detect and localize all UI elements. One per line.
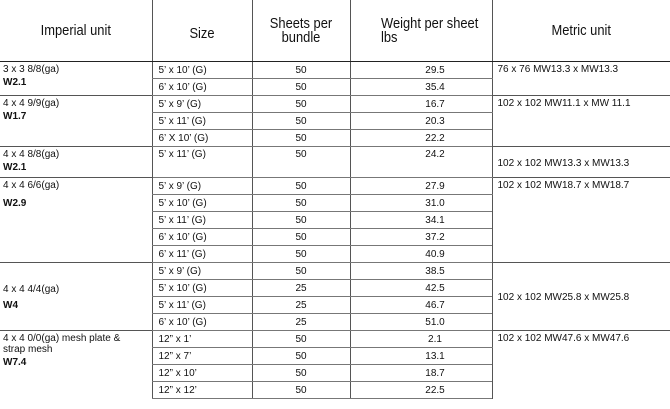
table-row [0, 178, 670, 195]
sheets-cell: 50 [252, 195, 350, 212]
weight-cell: 13.1 [350, 348, 492, 365]
sheets-cell: 50 [252, 178, 350, 195]
table-body [0, 62, 670, 399]
size-cell: 12” x 7’ [152, 348, 252, 365]
sheets-cell: 50 [252, 263, 350, 280]
weight-cell: 24.2 [350, 147, 492, 178]
imperial-unit-cell: 4 x 4 4/4(ga) W4 [0, 263, 152, 331]
metric-unit-cell: 76 x 76 MW13.3 x MW13.3 [492, 62, 670, 96]
sheets-cell: 50 [252, 348, 350, 365]
size-cell: 6’ x 10’ (G) [152, 229, 252, 246]
weight-cell: 29.5 [350, 62, 492, 79]
sheets-cell: 50 [252, 79, 350, 96]
metric-unit-cell: 102 x 102 MW11.1 x MW 11.1 [492, 96, 670, 147]
metric-unit-cell: 102 x 102 MW47.6 x MW47.6 [492, 331, 670, 399]
sheets-cell: 50 [252, 96, 350, 113]
table-row [0, 147, 670, 178]
imperial-unit-cell: 4 x 4 8/8(ga) W2.1 [0, 147, 152, 178]
header-imperial-unit: Imperial unit [11, 0, 142, 62]
weight-cell: 35.4 [350, 79, 492, 96]
sheets-cell: 50 [252, 212, 350, 229]
sheets-cell: 50 [252, 331, 350, 348]
size-cell: 6’ X 10’ (G) [152, 130, 252, 147]
header-row [0, 0, 670, 62]
table-row [0, 62, 670, 79]
weight-cell: 42.5 [350, 280, 492, 297]
table-row [0, 96, 670, 113]
size-cell: 5’ x 11’ (G) [152, 297, 252, 314]
sheets-cell: 50 [252, 382, 350, 399]
table-row [0, 263, 670, 280]
size-cell: 5’ x 10’ (G) [152, 280, 252, 297]
sheets-cell: 50 [252, 365, 350, 382]
header-metric-unit: Metric unit [504, 0, 657, 62]
size-cell: 5’ x 10’ (G) [152, 195, 252, 212]
size-cell: 5’ x 11’ (G) [152, 212, 252, 229]
size-cell: 12” x 10’ [152, 365, 252, 382]
weight-cell: 27.9 [350, 178, 492, 195]
weight-cell: 22.2 [350, 130, 492, 147]
weight-cell: 2.1 [350, 331, 492, 348]
weight-cell: 46.7 [350, 297, 492, 314]
size-cell: 12” x 12’ [152, 382, 252, 399]
weight-cell: 22.5 [350, 382, 492, 399]
sheets-cell: 25 [252, 314, 350, 331]
weight-cell: 40.9 [350, 246, 492, 263]
imperial-unit-cell: 4 x 4 9/9(ga) W1.7 [0, 96, 152, 147]
metric-unit-cell: 102 x 102 MW18.7 x MW18.7 [492, 178, 670, 263]
size-cell: 5’ x 9’ (G) [152, 96, 252, 113]
size-cell: 6’ x 11’ (G) [152, 246, 252, 263]
size-cell: 5’ x 9’ (G) [152, 263, 252, 280]
header-sheets-per-bundle: Sheets per bundle [259, 0, 343, 62]
metric-unit-cell: 102 x 102 MW25.8 x MW25.8 [492, 263, 670, 331]
weight-cell: 31.0 [350, 195, 492, 212]
weight-cell: 20.3 [350, 113, 492, 130]
sheets-cell: 50 [252, 147, 350, 178]
sheets-cell: 25 [252, 297, 350, 314]
imperial-unit-cell: 4 x 4 6/6(ga) W2.9 [0, 178, 152, 263]
header-size: Size [159, 0, 245, 62]
header-weight-per-sheet: Weight per sheet lbs [360, 0, 482, 62]
sheets-cell: 50 [252, 62, 350, 79]
weight-cell: 38.5 [350, 263, 492, 280]
imperial-unit-cell: 4 x 4 0/0(ga) mesh plate & strap mesh W7.4 [0, 331, 152, 399]
sheets-cell: 50 [252, 229, 350, 246]
size-cell: 12” x 1’ [152, 331, 252, 348]
weight-cell: 18.7 [350, 365, 492, 382]
size-cell: 5’ x 9’ (G) [152, 178, 252, 195]
weight-cell: 34.1 [350, 212, 492, 229]
size-cell: 5’ x 11’ (G) [152, 113, 252, 130]
size-cell: 6’ x 10’ (G) [152, 314, 252, 331]
metric-unit-cell: 102 x 102 MW13.3 x MW13.3 [492, 147, 670, 178]
weight-cell: 51.0 [350, 314, 492, 331]
weight-cell: 16.7 [350, 96, 492, 113]
size-cell: 5’ x 11’ (G) [152, 147, 252, 178]
sheets-cell: 50 [252, 130, 350, 147]
sheets-cell: 50 [252, 246, 350, 263]
imperial-unit-cell: 3 x 3 8/8(ga) W2.1 [0, 62, 152, 96]
table-row [0, 331, 670, 348]
sheets-cell: 50 [252, 113, 350, 130]
weight-cell: 37.2 [350, 229, 492, 246]
sheets-cell: 25 [252, 280, 350, 297]
size-cell: 6’ x 10’ (G) [152, 79, 252, 96]
size-cell: 5’ x 10’ (G) [152, 62, 252, 79]
